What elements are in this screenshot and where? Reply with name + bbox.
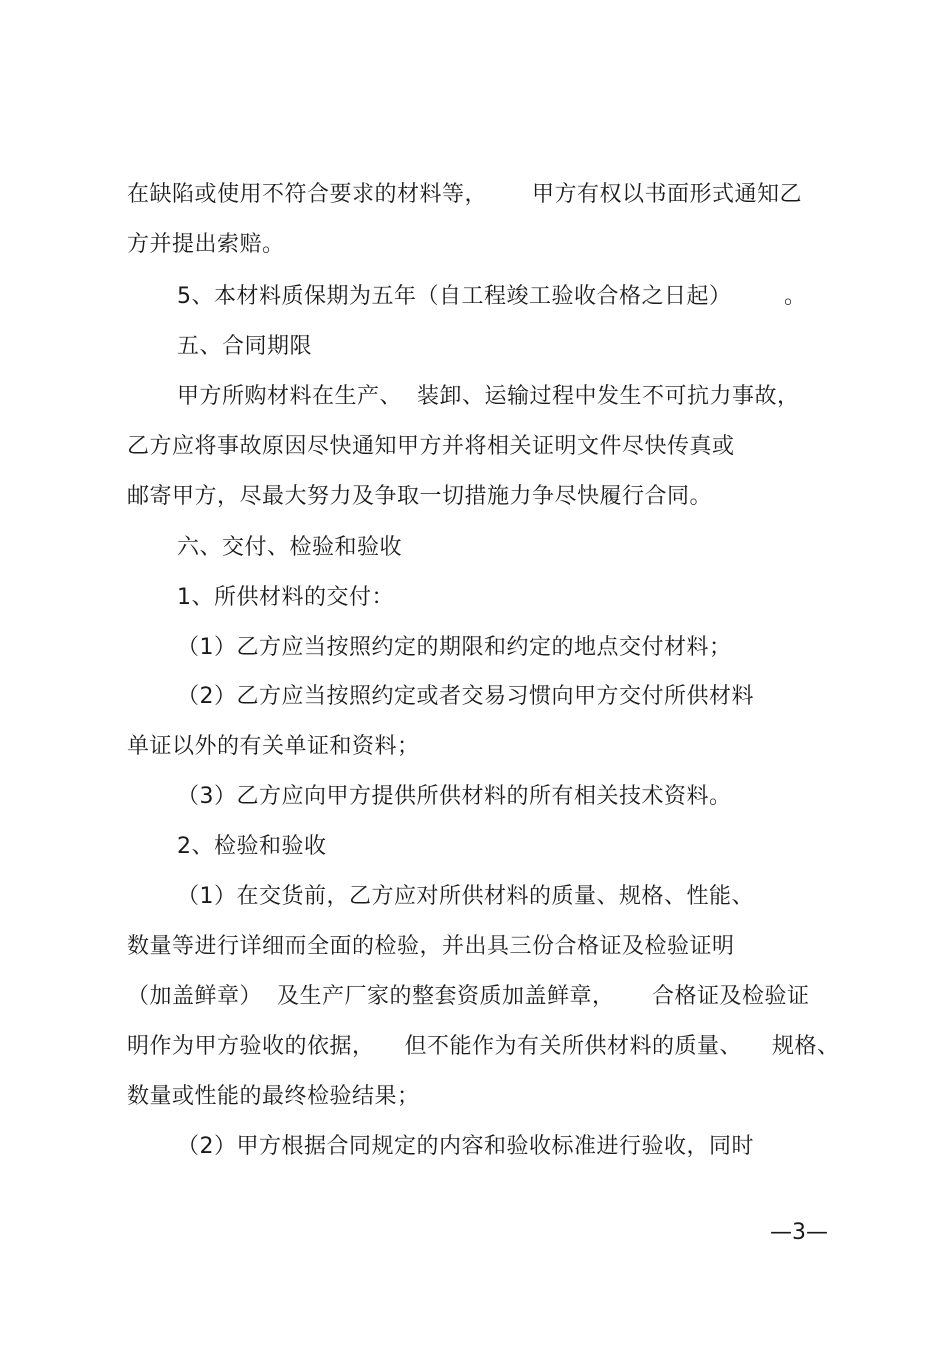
text-line: （加盖鲜章） 及生产厂家的整套资质加盖鲜章， 合格证及检验证 bbox=[127, 984, 810, 1009]
text-line: （3）乙方应向甲方提供所供材料的所有相关技术资料。 bbox=[177, 784, 732, 809]
text-line: 数量或性能的最终检验结果； bbox=[127, 1084, 420, 1109]
text-line: 乙方应将事故原因尽快通知甲方并将相关证明文件尽快传真或 bbox=[127, 434, 735, 459]
text-line: 在缺陷或使用不符合要求的材料等， 甲方有权以书面形式通知乙 bbox=[127, 182, 802, 207]
section-heading: 五、合同期限 bbox=[177, 334, 313, 359]
text-line: （1）乙方应当按照约定的期限和约定的地点交付材料； bbox=[177, 635, 732, 660]
subsection-heading: 1、所供材料的交付： bbox=[177, 585, 394, 610]
text-line: 邮寄甲方，尽最大努力及争取一切措施力争尽快履行合同。 bbox=[127, 484, 713, 509]
section-heading: 六、交付、检验和验收 bbox=[177, 535, 403, 560]
page-number: —3— bbox=[770, 1220, 828, 1245]
text-line: 方并提出索赔。 bbox=[127, 232, 285, 257]
text-line: （1）在交货前，乙方应对所供材料的质量、规格、性能、 bbox=[177, 884, 754, 909]
text-line: 5、本材料质保期为五年（自工程竣工验收合格之日起） 。 bbox=[177, 284, 807, 309]
text-line: 明作为甲方验收的依据， 但不能作为有关所供材料的质量、 规格、 bbox=[127, 1034, 840, 1059]
text-line: 单证以外的有关单证和资料； bbox=[127, 734, 420, 759]
text-line: （2）甲方根据合同规定的内容和验收标准进行验收，同时 bbox=[177, 1134, 754, 1159]
text-line: （2）乙方应当按照约定或者交易习惯向甲方交付所供材料 bbox=[177, 684, 754, 709]
text-line: 甲方所购材料在生产、 装卸、运输过程中发生不可抗力事故， bbox=[177, 384, 800, 409]
subsection-heading: 2、检验和验收 bbox=[177, 834, 327, 859]
text-line: 数量等进行详细而全面的检验，并出具三份合格证及检验证明 bbox=[127, 934, 735, 959]
